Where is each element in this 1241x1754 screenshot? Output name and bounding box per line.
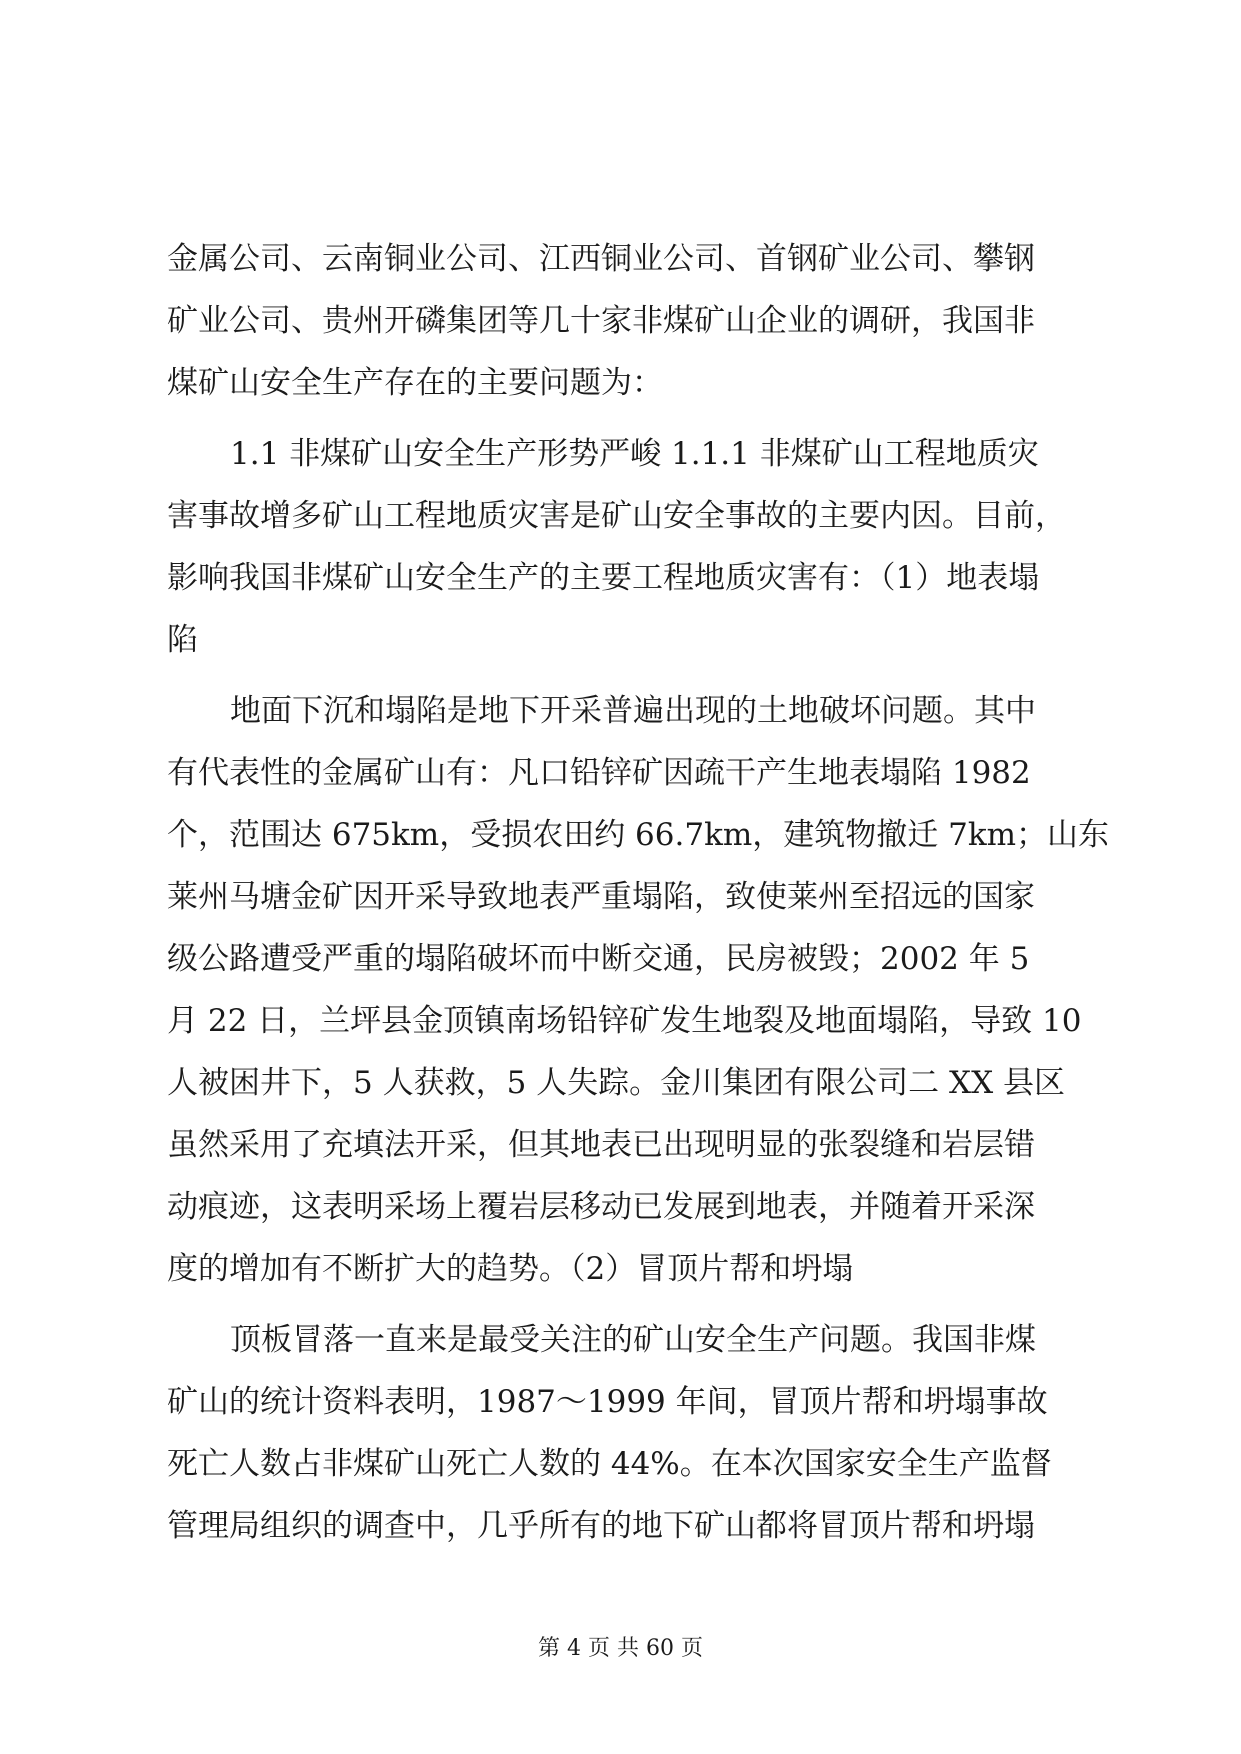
text-line: 人被困井下，5 人获救，5 人失踪。金川集团有限公司二 XX 县区	[167, 1065, 1065, 1101]
text-line: 个，范围达 675km，受损农田约 66.7km，建筑物撤迁 7km；山东	[167, 817, 1110, 853]
page-number-label: 第 4 页 共 60 页	[538, 1636, 703, 1661]
text-line: 有代表性的金属矿山有：凡口铅锌矿因疏干产生地表塌陷 1982	[167, 755, 1031, 791]
text-line: 陷	[167, 622, 198, 658]
text-line: 度的增加有不断扩大的趋势。（2）冒顶片帮和坍塌	[167, 1251, 854, 1287]
text-line: 管理局组织的调查中，几乎所有的地下矿山都将冒顶片帮和坍塌	[167, 1508, 1035, 1544]
text-line: 金属公司、云南铜业公司、江西铜业公司、首钢矿业公司、攀钢	[167, 241, 1035, 277]
text-line: 矿山的统计资料表明，1987～1999 年间，冒顶片帮和坍塌事故	[167, 1384, 1048, 1420]
text-line: 顶板冒落一直来是最受关注的矿山安全生产问题。我国非煤	[230, 1322, 1036, 1358]
paragraph-4	[167, 1309, 1077, 1557]
document-body	[167, 228, 1110, 1557]
text-line: 矿业公司、贵州开磷集团等几十家非煤矿山企业的调研，我国非	[167, 303, 1035, 339]
text-line: 月 22 日，兰坪县金顶镇南场铅锌矿发生地裂及地面塌陷，导致 10	[167, 1003, 1082, 1039]
page-footer	[0, 1634, 1241, 1664]
text-line: 死亡人数占非煤矿山死亡人数的 44%。在本次国家安全生产监督	[167, 1446, 1052, 1482]
text-line: 级公路遭受严重的塌陷破坏而中断交通，民房被毁；2002 年 5	[167, 941, 1030, 977]
paragraph-1	[167, 228, 1077, 414]
text-line: 1.1 非煤矿山安全生产形势严峻 1.1.1 非煤矿山工程地质灾	[230, 436, 1039, 472]
text-line: 地面下沉和塌陷是地下开采普遍出现的土地破坏问题。其中	[230, 693, 1036, 729]
text-line: 害事故增多矿山工程地质灾害是矿山安全事故的主要内因。目前，	[167, 498, 1066, 534]
text-line: 影响我国非煤矿山安全生产的主要工程地质灾害有：（1）地表塌	[167, 560, 1040, 596]
text-line: 虽然采用了充填法开采，但其地表已出现明显的张裂缝和岩层错	[167, 1127, 1035, 1163]
paragraph-3	[167, 680, 1110, 1300]
text-line: 动痕迹，这表明采场上覆岩层移动已发展到地表，并随着开采深	[167, 1189, 1035, 1225]
paragraph-2	[167, 423, 1077, 671]
text-line: 莱州马塘金矿因开采导致地表严重塌陷，致使莱州至招远的国家	[167, 879, 1035, 915]
text-line: 煤矿山安全生产存在的主要问题为：	[167, 365, 663, 401]
